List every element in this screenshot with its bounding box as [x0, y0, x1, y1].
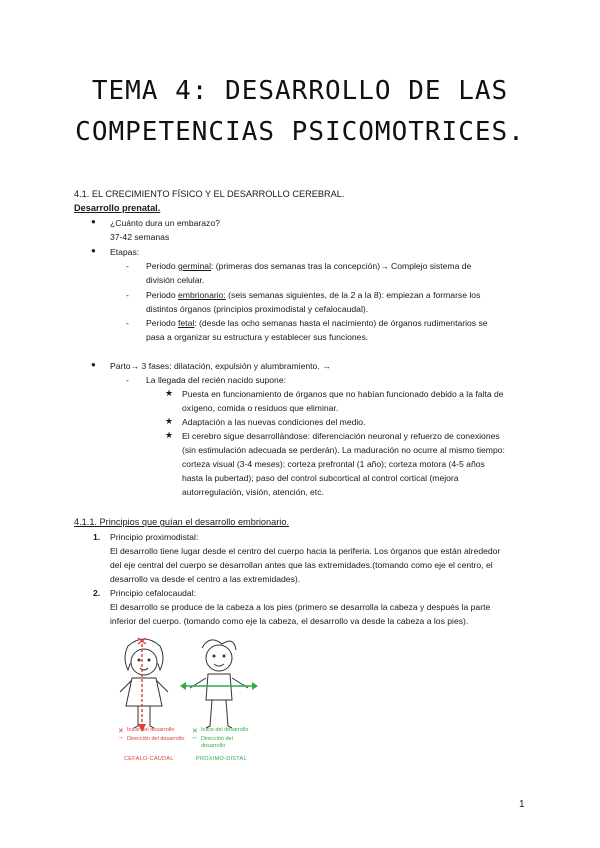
parto-point-1b: oxígeno, comida o residuos que eliminar. — [182, 403, 339, 413]
section-heading: 4.1. EL CRECIMIENTO FÍSICO Y EL DESARROLLO CEREBRAL. — [74, 189, 345, 199]
principle-1-line-a: El desarrollo tiene lugar desde el centro del cuerpo hacia la periferia. Los órganos que están alrededor — [110, 546, 501, 556]
principles-heading: 4.1.1. Principios que guían el desarrollo embrionario. — [74, 517, 290, 527]
legend-cefalo-direction: Dirección del desarrollo — [127, 736, 185, 742]
legend-proximo-start: Inicio del desarrollo — [201, 727, 249, 733]
embrionario-line: Periodo embrionario: (seis semanas siguientes, de la 2 a la 8): empiezan a formarse los — [146, 290, 481, 300]
prenatal-weeks: 37-42 semanas — [110, 232, 170, 242]
dash-icon: - — [126, 375, 129, 385]
list-number: 2. — [93, 588, 101, 598]
boy-figure — [190, 640, 248, 728]
title-line-1: TEMA 4: DESARROLLO DE LAS — [91, 76, 509, 106]
dash-icon: - — [126, 261, 129, 271]
parto-point-1a: Puesta en funcionamiento de órganos que no habían funcionado debido a la falta de — [182, 389, 504, 399]
bullet-icon: ● — [91, 360, 96, 369]
parto-point-3b: (sin estimulación adecuada se perderán). La maduración no ocurre al mismo tiempo: — [182, 445, 505, 455]
caption-proximo-distal: PROXIMO-DISTAL — [196, 756, 247, 762]
legend-red-arrow-icon: → — [117, 734, 124, 741]
bullet-icon: ● — [91, 246, 96, 255]
caption-cefalo-caudal: CEFALO-CAUDAL — [124, 756, 174, 762]
dash-icon: - — [126, 290, 129, 300]
prenatal-question: ¿Cuánto dura un embarazo? — [110, 218, 220, 228]
principle-1-title: Principio proximodistal: — [110, 532, 199, 542]
development-illustration — [106, 634, 266, 774]
parto-line: Parto→ 3 fases: dilatación, expulsión y alumbramiento. → — [110, 361, 331, 371]
list-number: 1. — [93, 532, 101, 542]
fetal-line-2: pasa a organizar su estructura y establecer sus funciones. — [146, 332, 369, 342]
girl-figure — [120, 639, 168, 728]
parto-sub: La llegada del recién nacido supone: — [146, 375, 286, 385]
germinal-line: Periodo germinal: (primeras dos semanas tras la concepción)→ Complejo sistema de — [146, 261, 472, 271]
principle-1-line-b: del eje central del cuerpo se desarrollan antes que las extremidades.(tomando como eje el centro, el — [110, 560, 493, 570]
bullet-icon: ● — [91, 217, 96, 226]
principle-2-line-a: El desarrollo se produce de la cabeza a los pies (primero se desarrolla la cabeza y después la parte — [110, 602, 491, 612]
title-line-2: COMPETENCIAS PSICOMOTRICES. — [75, 117, 525, 147]
legend-red-x-icon: ✕ — [118, 728, 124, 735]
star-bullet-icon: ★ — [165, 388, 174, 398]
principle-2-title: Principio cefalocaudal: — [110, 588, 196, 598]
embrionario-line-2: distintos órganos (principios proximodistal y cefalocaudal). — [146, 304, 369, 314]
star-bullet-icon: ★ — [165, 430, 174, 440]
germinal-line-2: división celular. — [146, 275, 205, 285]
fetal-line: Periodo fetal: (desde las ocho semanas hasta el nacimiento) de órganos rudimentarios se — [146, 318, 488, 328]
legend-green-arrow-icon: ↔ — [191, 734, 198, 741]
prenatal-heading: Desarrollo prenatal. — [74, 203, 161, 213]
dash-icon: - — [126, 318, 129, 328]
parto-point-3d: hasta la pubertad); paso del control subcortical al control cortical (mejora — [182, 473, 459, 483]
principle-1-line-c: desarrollo va desde el centro a las extremidades). — [110, 574, 301, 584]
legend-green-x-icon: ✕ — [192, 728, 198, 735]
parto-point-3c: corteza visual (3-4 meses); corteza prefrontal (1 año); corteza motora (4-5 años — [182, 459, 485, 469]
parto-point-3a: El cerebro sigue desarrollándose: diferenciación neuronal y refuerzo de conexiones — [182, 431, 500, 441]
stages-label: Etapas: — [110, 247, 140, 257]
star-bullet-icon: ★ — [165, 416, 174, 426]
page-number: 1 — [519, 799, 525, 810]
principle-2-line-b: inferior del cuerpo. (tomando como eje la cabeza, el desarrollo va desde la cabeza a los pies). — [110, 616, 469, 626]
legend-cefalo-start: Inicio del desarrollo — [127, 727, 175, 733]
legend-proximo-direction: Dirección del desarrollo — [201, 736, 233, 749]
parto-point-2: Adaptación a las nuevas condiciones del medio. — [182, 417, 366, 427]
parto-point-3e: autorregulación, visión, atención, etc. — [182, 487, 324, 497]
